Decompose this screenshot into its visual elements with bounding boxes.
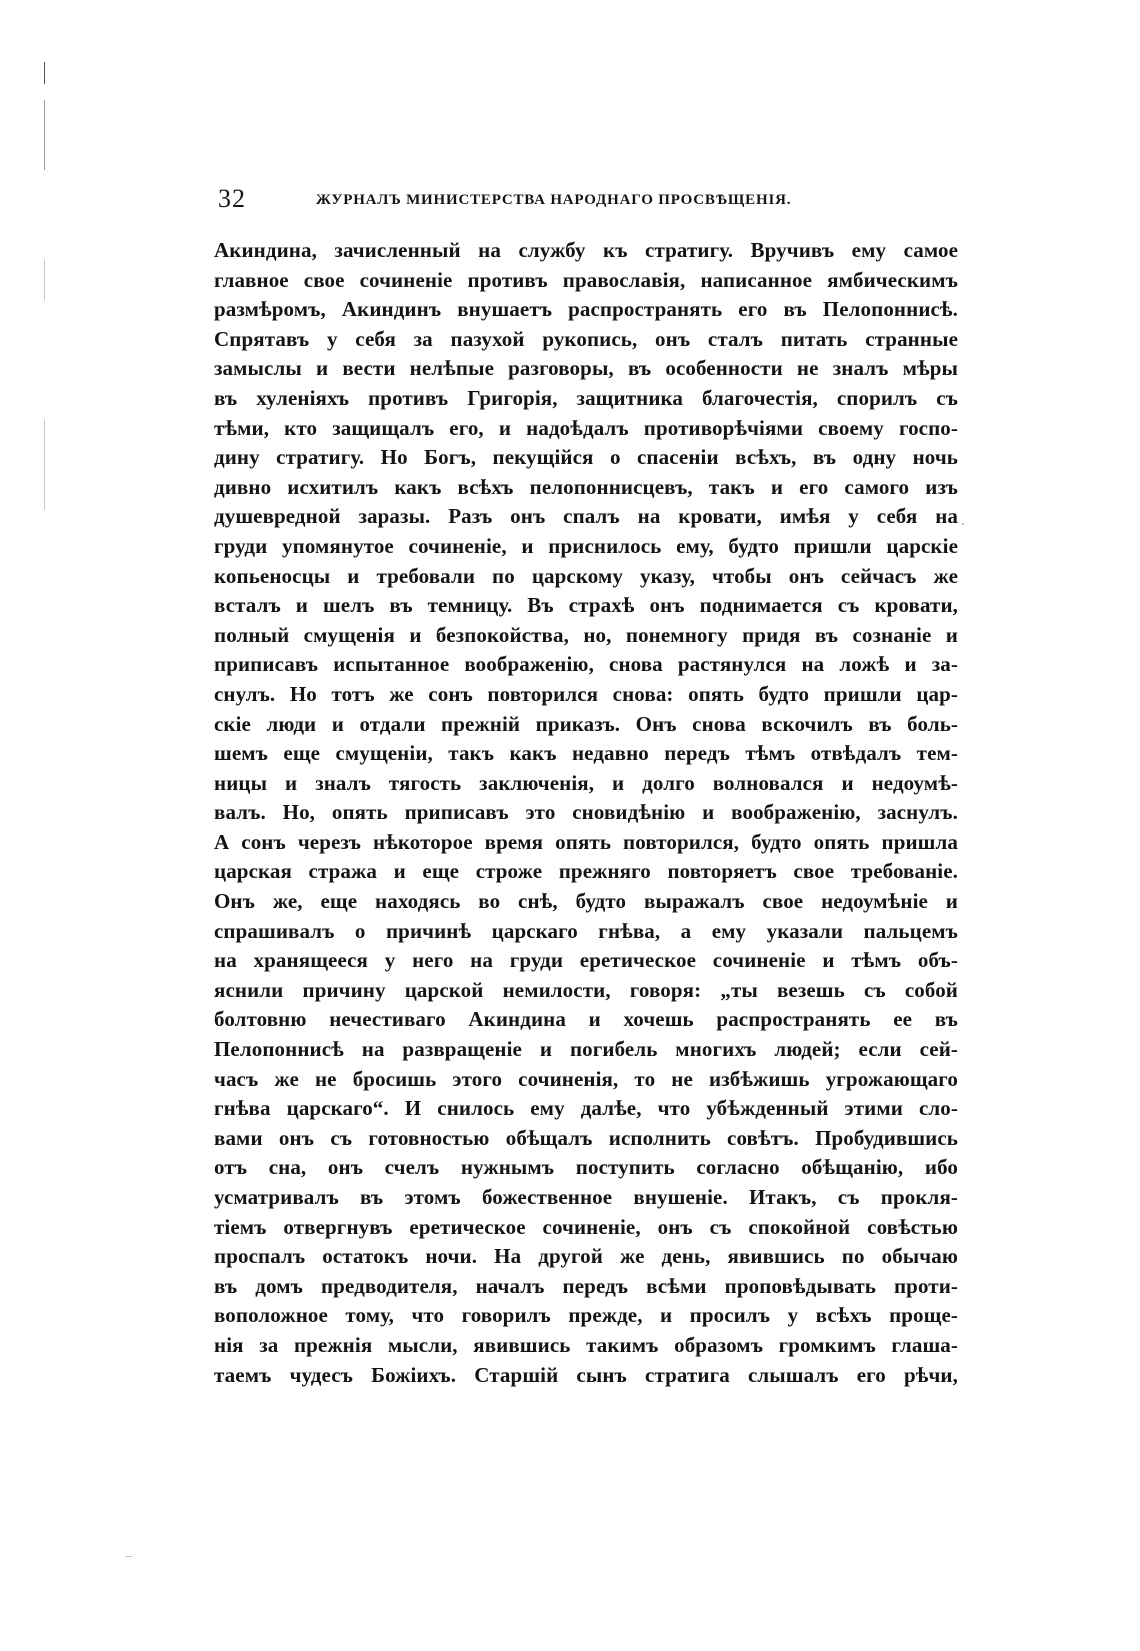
text-line: болтовню нечестиваго Акиндина и хочешь распространять ее въ (214, 1007, 958, 1032)
text-line: въ домъ предводителя, началъ передъ всѣми проповѣдывать проти- (214, 1273, 958, 1298)
text-line: дивно исхитилъ какъ всѣхъ пелопоннисцевъ, такъ и его самого изъ (214, 474, 958, 499)
text-line: вами онъ съ готовностью обѣщалъ исполнить совѣтъ. Пробудившись (214, 1125, 958, 1150)
text-line: часъ же не бросишь этого сочиненія, то не избѣжишь угрожающаго (214, 1066, 958, 1091)
page-number: 32 (218, 184, 246, 213)
text-line: ницы и зналъ тягость заключенія, и долго волновался и недоумѣ- (214, 770, 958, 795)
text-line: Спрятавъ у себя за пазухой рукопись, онъ сталъ питать странные (214, 326, 958, 351)
body-text (214, 236, 958, 1390)
text-line: спрашивалъ о причинѣ царскаго гнѣва, а ему указали пальцемъ (214, 918, 958, 943)
text-line: копьеносцы и требовали по царскому указу, чтобы онъ сейчасъ же (214, 563, 958, 588)
text-line: валъ. Но, опять приписавъ это сновидѣнію и воображенію, заснулъ. (214, 800, 958, 825)
text-line: размѣромъ, Акиндинъ внушаетъ распространять его въ Пелопоннисѣ. (214, 297, 958, 322)
text-line: Пелопоннисѣ на развращеніе и погибель многихъ людей; если сей- (214, 1037, 958, 1062)
text-line: на хранящееся у него на груди еретическое сочиненіе и тѣмъ объ- (214, 948, 958, 973)
text-line: отъ сна, онъ счелъ нужнымъ поступить согласно обѣщанію, ибо (214, 1155, 958, 1180)
text-line: скіе люди и отдали прежній приказъ. Онъ снова вскочилъ въ боль- (214, 711, 958, 736)
text-line: дину стратигу. Но Богъ, пекущійся о спасеніи всѣхъ, въ одну ночь (214, 445, 958, 470)
text-line: Акиндина, зачисленный на службу къ стратигу. Вручивъ ему самое (214, 238, 958, 262)
text-line: тіемъ отвергнувъ еретическое сочиненіе, онъ съ спокойной совѣстью (214, 1214, 958, 1239)
text-line: всталъ и шелъ въ темницу. Въ страхѣ онъ поднимается съ кровати, (214, 593, 958, 618)
text-line: А сонъ черезъ нѣкоторое время опять повторился, будто опять пришла (214, 829, 958, 854)
page-header (218, 184, 958, 218)
text-line: шемъ еще смущеніи, такъ какъ недавно передъ тѣмъ отвѣдалъ тем- (214, 741, 958, 766)
text-line: царская стража и еще строже прежняго повторяетъ свое требованіе. (214, 859, 958, 884)
text-line: снулъ. Но тотъ же сонъ повторился снова: опять будто пришли цар- (214, 681, 958, 706)
scan-margin-mark (44, 100, 45, 170)
text-line: главное свое сочиненіе противъ православія, написанное ямбическимъ (214, 267, 958, 292)
text-line: груди упомянутое сочиненіе, и приснилось ему, будто пришли царскіе (214, 533, 958, 558)
scan-margin-dot (962, 523, 964, 525)
scan-margin-dot (126, 1556, 132, 1557)
text-line: проспалъ остатокъ ночи. На другой же день, явившись по обычаю (214, 1244, 958, 1269)
text-line: душевредной заразы. Разъ онъ спалъ на кровати, имѣя у себя на (214, 504, 958, 529)
text-line: нія за прежнія мысли, явившись такимъ образомъ громкимъ глаша- (214, 1332, 958, 1357)
scan-margin-mark (44, 420, 45, 510)
text-line: усматривалъ въ этомъ божественное внушеніе. Итакъ, съ прокля- (214, 1185, 958, 1209)
text-line: воположное тому, что говорилъ прежде, и просилъ у всѣхъ проще- (214, 1303, 958, 1328)
scan-margin-mark (44, 62, 45, 84)
text-line: полный смущенія и безпокойства, но, понемногу придя въ сознаніе и (214, 622, 958, 647)
text-line: замыслы и вести нелѣпые разговоры, въ особенности не зналъ мѣры (214, 356, 958, 381)
text-line: гнѣва царскаго“. И снилось ему далѣе, что убѣжденный этими сло- (214, 1096, 958, 1121)
text-line: Онъ же, еще находясь во снѣ, будто выражалъ свое недоумѣніе и (214, 889, 958, 914)
text-line: тѣми, кто защищалъ его, и надоѣдалъ противорѣчіями своему госпо- (214, 415, 958, 440)
scan-margin-mark (44, 260, 45, 300)
text-line: таемъ чудесъ Божіихъ. Старшій сынъ стратига слышалъ его рѣчи, (214, 1362, 958, 1387)
running-title: ЖУРНАЛЪ МИНИСТЕРСТВА НАРОДНАГО ПРОСВѢЩЕНІЯ. (316, 192, 792, 208)
text-line: яснили причину царской немилости, говоря: „ты везешь съ собой (214, 977, 958, 1002)
text-line: въ хуленіяхъ противъ Григорія, защитника благочестія, спорилъ съ (214, 385, 958, 410)
text-line: приписавъ испытанное воображенію, снова растянулся на ложѣ и за- (214, 652, 958, 677)
